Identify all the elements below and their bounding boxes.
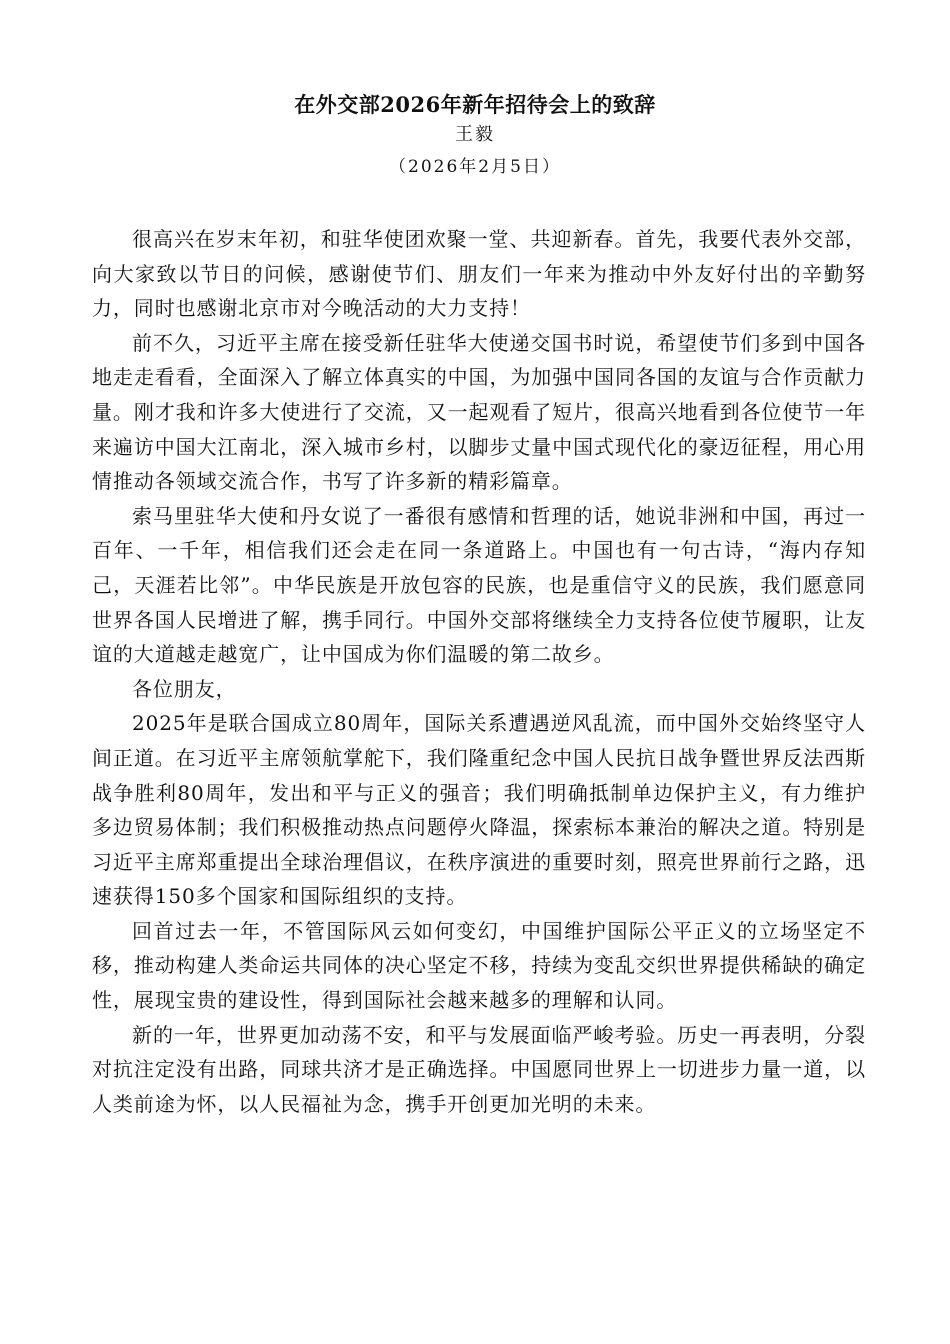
paragraph-2: 前不久，习近平主席在接受新任驻华大使递交国书时说，希望使节们多到中国各地走走看看，全面深入了解立体真实的中国，为加强中国同各国的友谊与合作贡献力量。刚才我和许多大使进行了交流，又一起观看了短片，很高兴地看到各位使节一年来遍访中国大江南北，深入城市乡村，以脚步丈量中国式现代化的豪迈征程，用心用情推动各领域交流合作，书写了许多新的精彩篇章。	[92, 330, 866, 494]
document-header	[0, 90, 950, 182]
paragraph-4-salutation: 各位朋友，	[132, 676, 237, 701]
document-body	[92, 222, 866, 1121]
paragraph-7: 新的一年，世界更加动荡不安，和平与发展面临严峻考验。历史一再表明，分裂对抗注定没有出路，同球共济才是正确选择。中国愿同世界上一切进步力量一道，以人类前途为怀，以人民福祉为念，携手开创更加光明的未来。	[92, 1022, 866, 1116]
document-date: （2026年2月5日）	[389, 157, 561, 177]
document-title: 在外交部2026年新年招待会上的致辞	[294, 92, 656, 117]
paragraph-6: 回首过去一年，不管国际风云如何变幻，中国维护国际公平正义的立场坚定不移，推动构建人类命运共同体的决心坚定不移，持续为变乱交织世界提供稀缺的确定性，展现宝贵的建设性，得到国际社会越来越多的理解和认同。	[92, 918, 866, 1013]
paragraph-3: 索马里驻华大使和丹女说了一番很有感情和哲理的话，她说非洲和中国，再过一百年、一千年，相信我们还会走在同一条道路上。中国也有一句古诗，“海内存知己，天涯若比邻”。中华民族是开放包容的民族，也是重信守义的民族，我们愿意同世界各国人民增进了解，携手同行。中国外交部将继续全力支持各位使节履职，让友谊的大道越走越宽广，让中国成为你们温暖的第二故乡。	[92, 503, 866, 667]
document-author: 王毅	[455, 124, 495, 145]
paragraph-5: 2025年是联合国成立80周年，国际关系遭遇逆风乱流，而中国外交始终坚守人间正道。在习近平主席领航掌舵下，我们隆重纪念中国人民抗日战争暨世界反法西斯战争胜利80周年，发出和平与正义的强音；我们明确抵制单边保护主义，有力维护多边贸易体制；我们积极推动热点问题停火降温，探索标本兼治的解决之道。特别是习近平主席郑重提出全球治理倡议，在秩序演进的重要时刻，照亮世界前行之路，迅速获得150多个国家和国际组织的支持。	[92, 711, 866, 909]
paragraph-1: 很高兴在岁末年初，和驻华使团欢聚一堂、共迎新春。首先，我要代表外交部，向大家致以节日的问候，感谢使节们、朋友们一年来为推动中外友好付出的辛勤努力，同时也感谢北京市对今晚活动的大力支持！	[92, 227, 866, 321]
